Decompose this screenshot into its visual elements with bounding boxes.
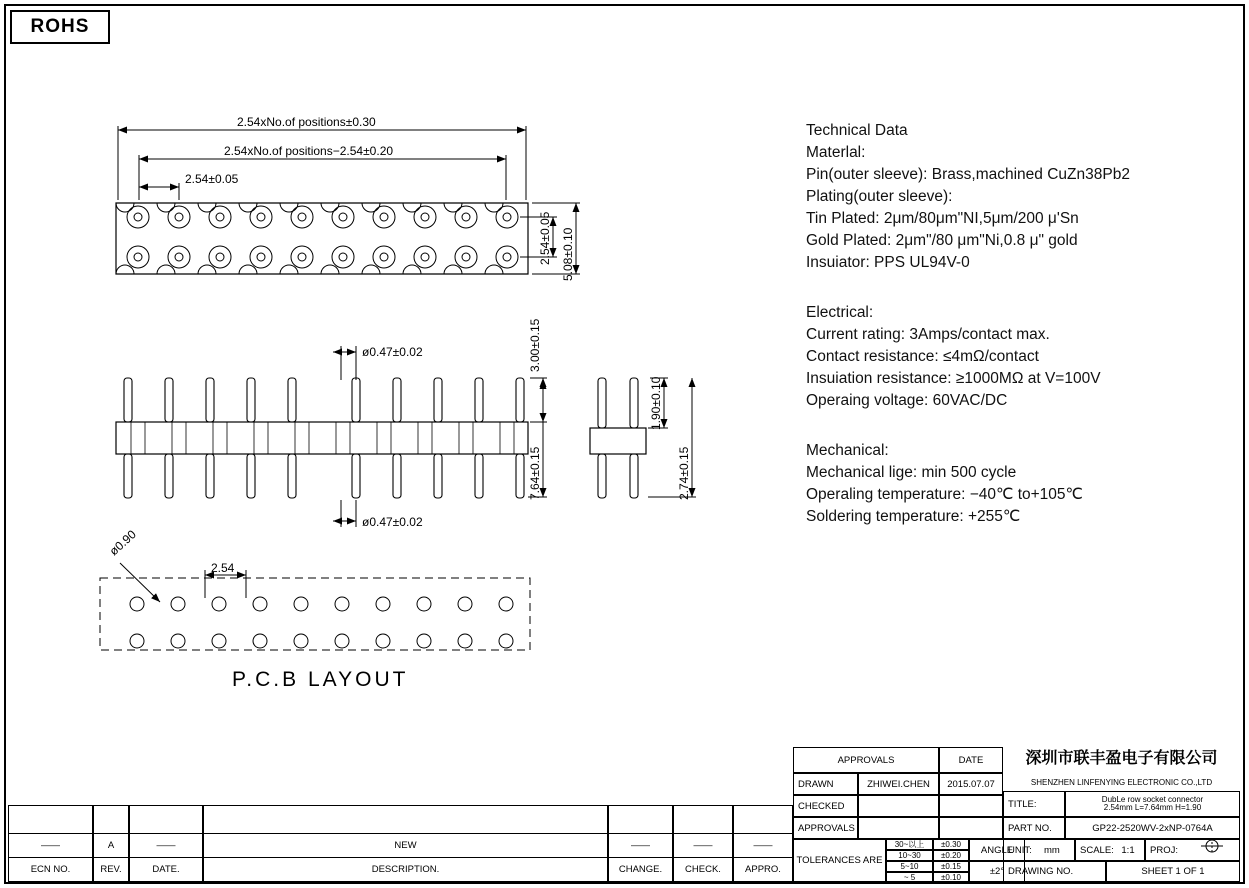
operating-voltage: Operaing voltage: 60VAC/DC <box>806 392 1008 409</box>
title-label: TITLE: <box>1003 791 1065 817</box>
rev-empty-4 <box>203 805 608 833</box>
approvals-header: APPROVALS <box>793 747 939 773</box>
rev-empty-2 <box>93 805 129 833</box>
approvals-date <box>939 817 1003 839</box>
dim-pin-dia-top: ø0.47±0.02 <box>362 345 423 359</box>
rev-empty-7 <box>733 805 793 833</box>
drawn-label: DRAWN <box>793 773 858 795</box>
dim-pin-dia-bottom: ø0.47±0.02 <box>362 515 423 529</box>
rev-ecn-value: —— <box>8 833 93 857</box>
title-value-line2: 2.54mm L=7.64mm H=1.90 <box>1103 803 1202 812</box>
unit-value: mm <box>1040 839 1075 861</box>
rev-empty-3 <box>129 805 203 833</box>
drawingno-label: DRAWING NO. <box>1003 861 1106 882</box>
technical-data-block <box>806 120 1236 528</box>
dim-pcb-pitch: 2.54 <box>211 561 235 575</box>
rohs-badge: ROHS <box>10 10 110 44</box>
spacer-4 <box>806 426 1236 440</box>
tolerance-value-3: ±0.10 <box>933 872 969 882</box>
rev-appro-value: —— <box>733 833 793 857</box>
angle-value: ±2° <box>969 861 1025 882</box>
tolerance-range-3: ~ 5 <box>886 872 933 882</box>
checked-date <box>939 795 1003 817</box>
technical-heading: Technical Data <box>806 122 908 139</box>
spacer-1 <box>806 274 1236 288</box>
tolerance-value-2: ±0.15 <box>933 861 969 872</box>
dim-right-width: 5.08±0.10 <box>561 227 575 281</box>
rev-date-value: —— <box>129 833 203 857</box>
rev-rev-value: A <box>93 833 129 857</box>
rev-empty-6 <box>673 805 733 833</box>
mechanical-life: Mechanical lige: min 500 cycle <box>806 464 1017 481</box>
dim-total-height: 7.64±0.15 <box>528 446 542 500</box>
company-name-cn: 深圳市联丰盈电子有限公司 <box>1025 749 1218 767</box>
rev-description-value: NEW <box>203 833 608 857</box>
partno-label: PART NO. <box>1003 817 1065 839</box>
mechanical-heading: Mechanical: <box>806 442 889 459</box>
title-value-line1: DubLe row socket connector <box>1101 794 1204 804</box>
rev-empty-1 <box>8 805 93 833</box>
dim-body-height: 3.00±0.15 <box>528 318 542 372</box>
material-pin: Pin(outer sleeve): Brass,machined CuZn38Pb2 <box>806 166 1130 183</box>
plating-label: Plating(outer sleeve): <box>806 188 953 205</box>
insulation-resistance: Insuiation resistance: ≥1000MΩ at V=100V <box>806 370 1101 387</box>
tin-plated: Tin Plated: 2μm/80μm"NI,5μm/200 μ'Sn <box>806 210 1079 227</box>
rev-header-check: CHECK. <box>673 857 733 882</box>
dim-side-total: 2.74±0.15 <box>677 446 691 500</box>
gold-plated: Gold Plated: 2μm"/80 μm"Ni,0.8 μ" gold <box>806 232 1078 249</box>
rev-change-value: —— <box>608 833 673 857</box>
rev-header-ecn: ECN NO. <box>8 857 93 882</box>
date-header: DATE <box>939 747 1003 773</box>
rev-empty-5 <box>608 805 673 833</box>
insulator: Insuiator: PPS UL94V-0 <box>806 254 970 271</box>
drawn-name: ZHIWEI.CHEN <box>858 773 939 795</box>
electrical-heading: Electrical: <box>806 304 874 321</box>
soldering-temperature: Soldering temperature: +255℃ <box>806 508 1021 525</box>
rev-header-rev: REV. <box>93 857 129 882</box>
unit-label: UNIT: <box>1003 839 1075 861</box>
scale-value: 1:1 <box>1112 839 1145 861</box>
sheet-value: SHEET 1 OF 1 <box>1106 861 1240 882</box>
tolerance-range-1: 10~30 <box>886 850 933 861</box>
tolerance-range-0: 30~以上 <box>886 839 933 850</box>
spacer-3 <box>806 412 1236 426</box>
spacer-2 <box>806 288 1236 302</box>
current-rating: Current rating: 3Amps/contact max. <box>806 326 1050 343</box>
rev-header-appro: APPRO. <box>733 857 793 882</box>
drawn-date: 2015.07.07 <box>939 773 1003 795</box>
tolerance-range-2: 5~10 <box>886 861 933 872</box>
partno-value: GP22-2520WV-2xNP-0764A <box>1065 817 1240 839</box>
angle-label: ANGLE <box>969 839 1025 861</box>
dim-right-pitch: 2.54±0.05 <box>538 211 552 265</box>
checked-label: CHECKED <box>793 795 858 817</box>
title-value <box>1065 791 1240 817</box>
contact-resistance: Contact resistance: ≤4mΩ/contact <box>806 348 1039 365</box>
approvals-name <box>858 817 939 839</box>
dim-top-overall: 2.54xNo.of positions±0.30 <box>237 115 376 129</box>
scale-label: SCALE: <box>1075 839 1145 861</box>
operating-temperature: Operaling temperature: −40℃ to+105℃ <box>806 486 1083 503</box>
dim-top-pitch: 2.54±0.05 <box>185 172 239 186</box>
rev-header-description: DESCRIPTION. <box>203 857 608 882</box>
material-label: Materlal: <box>806 144 866 161</box>
company-name-en: SHENZHEN LINFENYING ELECTRONIC CO.,LTD <box>1030 777 1213 787</box>
dim-top-inner: 2.54xNo.of positions−2.54±0.20 <box>224 144 394 158</box>
tolerance-value-0: ±0.30 <box>933 839 969 850</box>
rev-check-value: —— <box>673 833 733 857</box>
rev-header-change: CHANGE. <box>608 857 673 882</box>
rev-header-date: DATE. <box>129 857 203 882</box>
approvals-label: APPROVALS <box>793 817 858 839</box>
dim-side-small: 1.90±0.10 <box>649 376 663 430</box>
pcb-layout-label: P.C.B LAYOUT <box>232 668 409 691</box>
checked-name <box>858 795 939 817</box>
tolerance-value-1: ±0.20 <box>933 850 969 861</box>
dim-pcb-hole: ø0.90 <box>106 527 139 559</box>
tolerances-label: TOLERANCES ARE <box>793 839 886 882</box>
proj-label: PROJ: <box>1145 839 1240 861</box>
